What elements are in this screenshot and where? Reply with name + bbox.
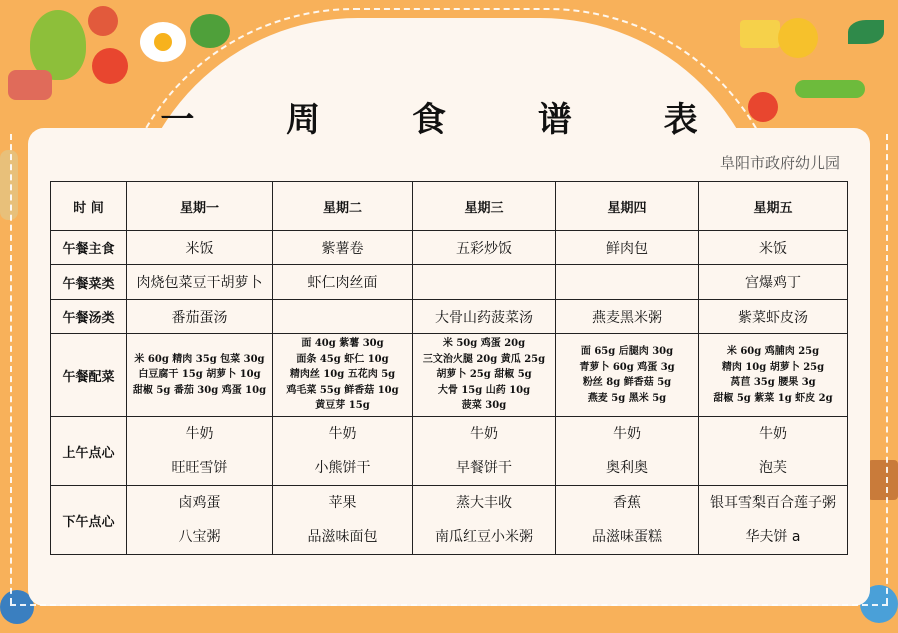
dashed-border-bottom xyxy=(10,604,888,606)
row-label: 午餐主食 xyxy=(51,231,127,265)
row-label: 午餐汤类 xyxy=(51,300,127,334)
snack-cell xyxy=(699,486,848,555)
row-label: 午餐菜类 xyxy=(51,265,127,300)
page-title: 一 周 食 谱 表 xyxy=(160,100,738,140)
menu-cell xyxy=(556,265,699,300)
snack-cell xyxy=(413,486,556,555)
ingredient-line: 菠菜 30g xyxy=(461,400,507,412)
ingredient-line: 鸡毛菜 55g 鲜香菇 10g xyxy=(286,384,399,396)
day-header: 星期三 xyxy=(413,182,556,231)
ingredient-line: 黄豆芽 15g xyxy=(315,400,370,412)
day-header: 星期一 xyxy=(127,182,273,231)
snack-cell xyxy=(127,417,273,486)
snack-item: 南瓜红豆小米粥 xyxy=(435,529,533,545)
ingredient-line: 米 50g 鸡蛋 20g xyxy=(442,338,526,350)
broccoli-icon xyxy=(190,14,230,48)
snack-cell xyxy=(556,417,699,486)
table-row xyxy=(51,300,848,334)
day-header: 星期五 xyxy=(699,182,848,231)
snack-cell xyxy=(127,486,273,555)
menu-cell: 虾仁肉丝面 xyxy=(273,265,413,300)
snack-cell xyxy=(413,417,556,486)
header-row xyxy=(51,182,848,231)
menu-cell: 宫爆鸡丁 xyxy=(699,265,848,300)
snack-cell xyxy=(699,417,848,486)
cheese-icon xyxy=(740,20,780,48)
snack-item: 泡芙 xyxy=(759,460,787,476)
ingredient-line: 精肉丝 10g 五花肉 5g xyxy=(289,369,396,381)
menu-cell xyxy=(273,300,413,334)
ingredient-line: 三文治火腿 20g 黄瓜 25g xyxy=(422,353,546,365)
snack-item: 八宝粥 xyxy=(178,529,221,545)
menu-cell: 紫薯卷 xyxy=(273,231,413,265)
menu-cell xyxy=(413,265,556,300)
snack-item: 牛奶 xyxy=(185,426,214,442)
snack-item: 银耳雪梨百合莲子粥 xyxy=(710,495,836,511)
ingredient-line: 胡萝卜 25g 甜椒 5g xyxy=(436,369,532,381)
row-label: 上午点心 xyxy=(51,417,127,486)
day-header: 星期四 xyxy=(556,182,699,231)
menu-cell: 紫菜虾皮汤 xyxy=(699,300,848,334)
ingredient-line: 面 40g 紫薯 30g xyxy=(301,338,384,350)
tomato-icon xyxy=(92,48,128,84)
menu-cell: 燕麦黑米粥 xyxy=(556,300,699,334)
pepper-icon xyxy=(778,18,818,58)
menu-cell: 番茄蛋汤 xyxy=(127,300,273,334)
leaf-icon xyxy=(848,20,884,44)
ingredient-line: 甜椒 5g 紫菜 1g 虾皮 2g xyxy=(713,392,833,404)
sandwich-icon xyxy=(868,460,898,500)
ingredient-line: 面 65g 后腿肉 30g xyxy=(580,346,674,357)
table-row xyxy=(51,231,848,265)
table-row xyxy=(51,417,848,486)
ingredient-line: 白豆腐干 15g 胡萝卜 10g xyxy=(138,369,261,381)
ingredient-line: 精肉 10g 胡萝卜 25g xyxy=(721,361,825,373)
snack-item: 品滋味面包 xyxy=(307,529,378,545)
row-label: 午餐配菜 xyxy=(51,334,127,417)
snack-cell xyxy=(556,486,699,555)
ingredients-cell xyxy=(413,334,556,417)
ingredient-line: 莴苣 35g 腰果 3g xyxy=(730,377,816,388)
snack-item: 早餐饼干 xyxy=(456,460,512,476)
snack-item: 品滋味蛋糕 xyxy=(592,529,662,545)
snack-item: 牛奶 xyxy=(470,426,498,442)
snack-item: 苹果 xyxy=(328,495,357,511)
snack-cell xyxy=(273,417,413,486)
ingredient-line: 米 60g 精肉 35g 包菜 30g xyxy=(134,353,265,365)
tomato-icon xyxy=(88,6,118,36)
menu-cell: 五彩炒饭 xyxy=(413,231,556,265)
dashed-border-left xyxy=(10,134,12,604)
ingredient-line: 燕麦 5g 黑米 5g xyxy=(587,392,667,404)
ingredient-line: 甜椒 5g 番茄 30g 鸡蛋 10g xyxy=(132,384,267,396)
snack-item: 华夫饼 a xyxy=(745,529,801,545)
ingredients-cell xyxy=(273,334,413,417)
snack-item: 蒸大丰收 xyxy=(456,495,512,511)
egg-yolk-icon xyxy=(154,33,172,51)
snack-item: 牛奶 xyxy=(328,426,357,442)
weekly-menu-table xyxy=(50,181,848,555)
snack-item: 奥利奥 xyxy=(606,460,648,476)
ingredient-line: 米 60g 鸡脯肉 25g xyxy=(726,346,820,357)
menu-cell: 大骨山药菠菜汤 xyxy=(413,300,556,334)
snack-item: 香蕉 xyxy=(613,495,641,511)
time-header: 时 间 xyxy=(51,182,127,231)
snack-item: 牛奶 xyxy=(613,426,641,442)
menu-cell: 鲜肉包 xyxy=(556,231,699,265)
snack-item: 小熊饼干 xyxy=(314,460,371,476)
bread-icon xyxy=(0,150,18,220)
ingredient-line: 青萝卜 60g 鸡蛋 3g xyxy=(579,361,675,373)
row-label: 下午点心 xyxy=(51,486,127,555)
day-header: 星期二 xyxy=(273,182,413,231)
snack-cell xyxy=(273,486,413,555)
ingredients-cell xyxy=(556,334,699,417)
snack-item: 旺旺雪饼 xyxy=(171,460,228,476)
menu-cell: 米饭 xyxy=(699,231,848,265)
ingredients-cell xyxy=(699,334,848,417)
menu-cell: 肉烧包菜豆干胡萝卜 xyxy=(127,265,273,300)
dashed-border-right xyxy=(886,134,888,604)
menu-cell: 米饭 xyxy=(127,231,273,265)
table-row xyxy=(51,265,848,300)
table-row xyxy=(51,334,848,417)
snack-item: 牛奶 xyxy=(759,426,787,442)
ingredient-line: 面条 45g 虾仁 10g xyxy=(296,353,389,365)
snack-item: 卤鸡蛋 xyxy=(178,495,221,511)
ingredient-line: 粉丝 8g 鲜香菇 5g xyxy=(582,377,672,388)
ingredient-line: 大骨 15g 山药 10g xyxy=(437,384,531,396)
table-row xyxy=(51,486,848,555)
school-name: 阜阳市政府幼儿园 xyxy=(719,154,840,172)
ingredients-cell xyxy=(127,334,273,417)
